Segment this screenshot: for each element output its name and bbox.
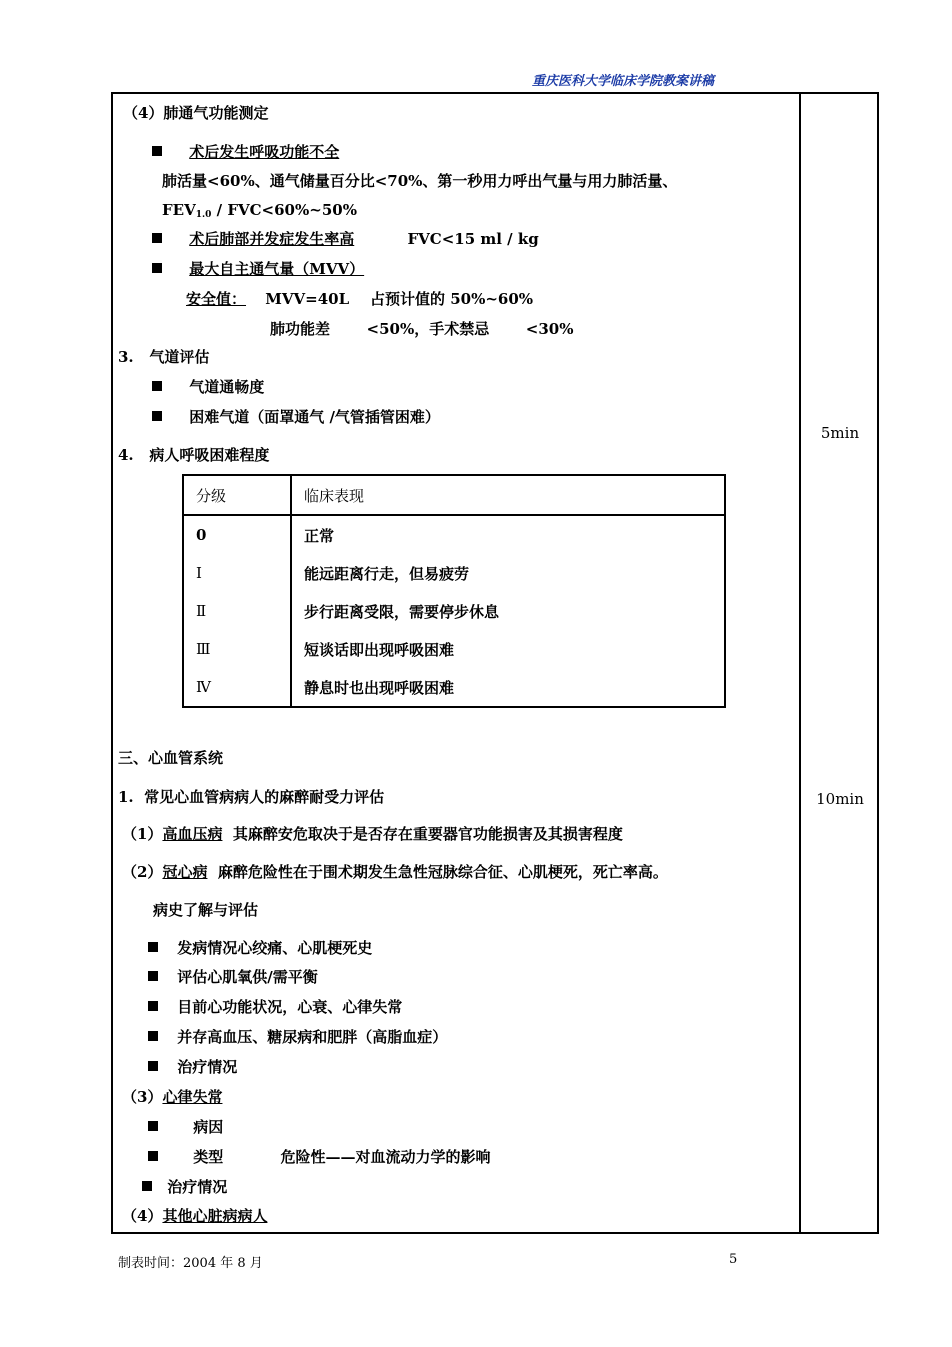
item-hypertension: （1）高血压病 其麻醉安危取决于是否存在重要器官功能损害及其损害程度: [122, 825, 623, 843]
item-arrhythmia: （3）心律失常: [122, 1088, 223, 1106]
footer-date: 制表时间：2004 年 8 月: [118, 1256, 263, 1271]
header-clinical: 临床表现: [291, 475, 725, 515]
bullet-icon: [148, 1061, 158, 1071]
header-grade: 分级: [183, 475, 291, 515]
section-airway-assessment: 3. 气道评估: [118, 348, 210, 366]
bullet-icon: [152, 411, 162, 421]
text-poor-lung-function: 肺功能差 <50%，手术禁忌 <30%: [270, 320, 574, 338]
page-number: 5: [729, 1252, 738, 1267]
table-row: 0 正常: [183, 515, 725, 554]
time-label-10min: 10min: [816, 790, 864, 808]
bullet-type-risk: 类型 危险性——对血流动力学的影响: [148, 1148, 491, 1166]
bullet-etiology: 病因: [148, 1118, 223, 1136]
section-anesthesia-tolerance: 1. 常见心血管病病人的麻醉耐受力评估: [118, 788, 385, 806]
table-row: Ⅳ 静息时也出现呼吸困难: [183, 668, 725, 707]
time-column-divider: [799, 92, 801, 1234]
table-row: Ⅱ 步行距离受限，需要停步休息: [183, 592, 725, 630]
bullet-difficult-airway: 困难气道（面罩通气 /气管插管困难）: [152, 408, 440, 426]
bullet-icon: [148, 971, 158, 981]
bullet-icon: [142, 1181, 152, 1191]
bullet-icon: [148, 1031, 158, 1041]
section-cardiovascular: 三、心血管系统: [118, 749, 224, 767]
text-lung-criteria: 肺活量<60%、通气储量百分比<70%、第一秒用力呼出气量与用力肺活量、: [162, 172, 678, 190]
table-header-row: [183, 475, 725, 515]
bullet-icon: [148, 1001, 158, 1011]
bullet-treatment: 治疗情况: [148, 1058, 237, 1076]
bullet-arrhythmia-treatment: 治疗情况: [142, 1178, 227, 1196]
text-fev1: $FEV_{1.0}$ / FVC<60%~50%: [162, 201, 357, 220]
bullet-comorbidities: 并存高血压、糖尿病和肥胖（高脂血症）: [148, 1028, 447, 1046]
table-row: Ⅰ 能远距离行走，但易疲劳: [183, 554, 725, 592]
section-dyspnea-degree: 4. 病人呼吸困难程度: [118, 446, 270, 464]
time-label-5min: 5min: [820, 424, 860, 442]
bullet-icon: [148, 942, 158, 952]
document-header: 重庆医科大学临床学院教案讲稿: [532, 74, 715, 89]
table-row: Ⅲ 短谈话即出现呼吸困难: [183, 630, 725, 668]
bullet-postop-resp-failure: 术后发生呼吸功能不全: [152, 143, 339, 161]
section-lung-ventilation: （4）肺通气功能测定: [123, 104, 269, 122]
bullet-icon: [152, 263, 162, 273]
text-history-assessment: 病史了解与评估: [153, 901, 259, 919]
bullet-mvv: 最大自主通气量（MVV）: [152, 260, 364, 278]
bullet-icon: [152, 146, 162, 156]
text-safe-value: 安全值： MVV=40L 占预计值的 50%~60%: [186, 290, 534, 308]
bullet-airway-patency: 气道通畅度: [152, 378, 264, 396]
item-coronary-disease: （2）冠心病 麻醉危险性在于围术期发生急性冠脉综合征、心肌梗死，死亡率高。: [122, 863, 668, 881]
dyspnea-grade-table: [182, 474, 726, 708]
bullet-icon: [148, 1121, 158, 1131]
bullet-oxygen-balance: 评估心肌氧供/需平衡: [148, 968, 318, 986]
bullet-angina-history: 发病情况心绞痛、心肌梗死史: [148, 939, 372, 957]
bullet-icon: [148, 1151, 158, 1161]
bullet-icon: [152, 381, 162, 391]
bullet-icon: [152, 233, 162, 243]
bullet-postop-complications: 术后肺部并发症发生率高 FVC<15 ml / kg: [152, 230, 539, 248]
item-other-heart-disease: （4）其他心脏病病人: [122, 1207, 268, 1225]
bullet-cardiac-function: 目前心功能状况，心衰、心律失常: [148, 998, 402, 1016]
